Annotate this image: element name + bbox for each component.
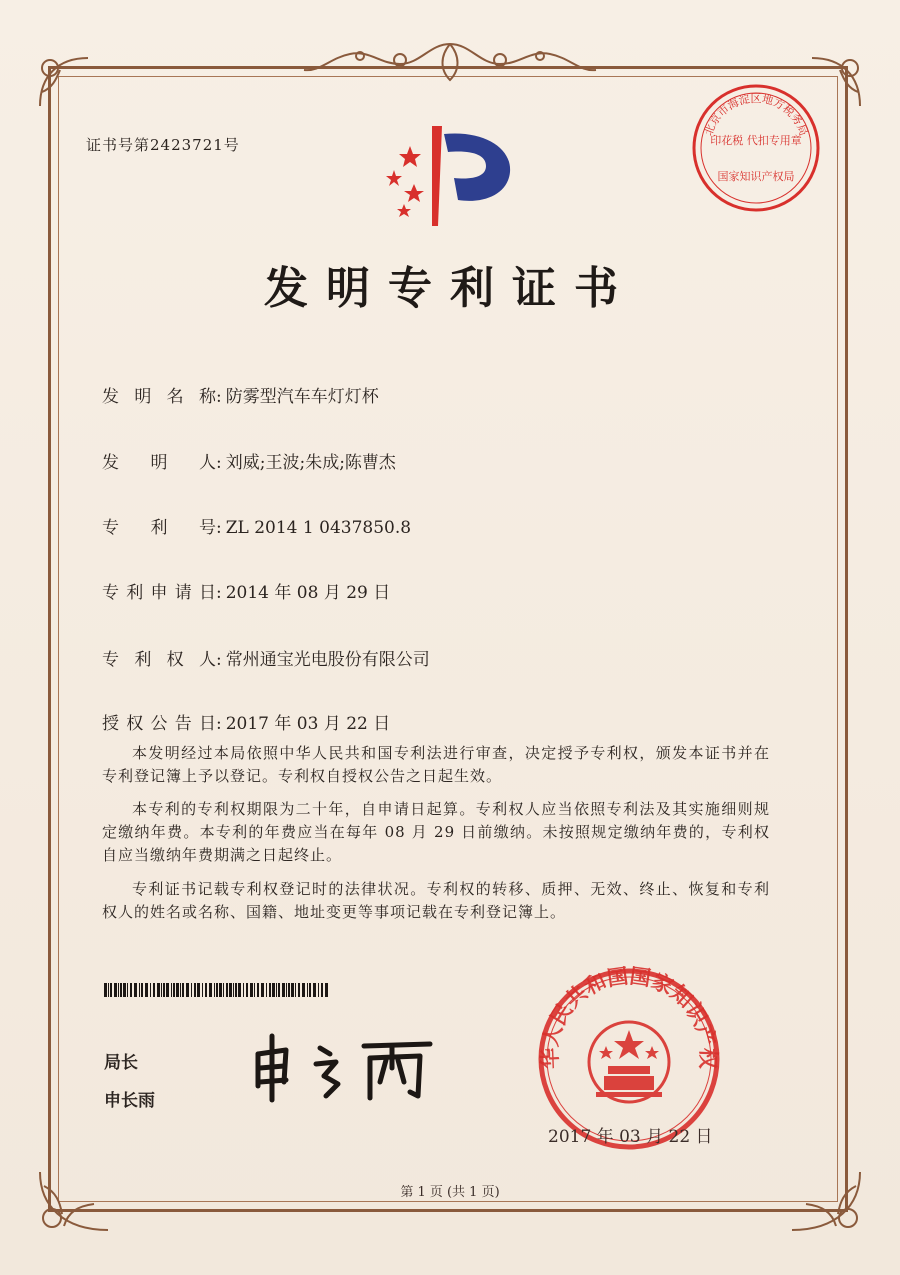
tax-stamp	[690, 82, 822, 214]
director-signature	[240, 1024, 450, 1104]
field-value: 2014 年 08 月 29 日	[225, 583, 391, 603]
field-label: 专 利 权 人	[102, 650, 216, 670]
certificate-title: 发明专利证书	[264, 263, 636, 314]
field-inventors: 发 明 人: 刘威;王波;朱成;陈曹杰	[102, 448, 396, 473]
field-application-date: 专利申请日: 2014 年 08 月 29 日	[102, 578, 390, 603]
field-value: 常州通宝光电股份有限公司	[225, 650, 430, 670]
barcode	[104, 982, 330, 996]
field-patent-number: 专 利 号: ZL 2014 1 0437850.8	[102, 513, 411, 538]
corner-ornament-bottom-right	[786, 1166, 866, 1236]
certificate-number: 证书号第2423721号	[86, 136, 240, 154]
paragraph-grant: 本发明经过本局依照中华人民共和国专利法进行审查，决定授予专利权，颁发本证书并在专利登记簿上予以登记。专利权自授权公告之日起生效。	[102, 744, 770, 785]
seal-date: 2017 年 03 月 22 日	[548, 1127, 713, 1147]
svg-text:中华人民共和国国家知识产权局	[536, 966, 720, 1070]
corner-ornament-top-left	[34, 52, 94, 112]
director-name: 申长雨	[104, 1091, 155, 1111]
patent-office-logo	[374, 118, 524, 230]
tax-stamp-bottom: 国家知识产权局	[717, 170, 795, 183]
field-value: 2017 年 03 月 22 日	[225, 714, 391, 734]
field-label: 专 利 号	[102, 518, 216, 538]
field-grant-date: 授权公告日: 2017 年 03 月 22 日	[102, 709, 390, 734]
field-value: 刘威;王波;朱成;陈曹杰	[225, 453, 396, 473]
tax-stamp-text: 北京市海淀区地方税务局	[701, 92, 811, 138]
field-label: 发 明 人	[102, 453, 216, 473]
field-label: 专利申请日	[102, 583, 216, 603]
field-label: 授权公告日	[102, 714, 216, 734]
top-ornament	[300, 36, 600, 86]
director-title: 局长	[104, 1053, 138, 1073]
field-label: 发 明 名 称	[102, 387, 216, 407]
field-value: ZL 2014 1 0437850.8	[225, 518, 412, 538]
corner-ornament-bottom-left	[34, 1166, 114, 1236]
seal-text: 华人民共和国国家知识产权	[537, 966, 721, 1070]
page-number: 第 1 页 (共 1 页)	[400, 1185, 500, 1200]
paragraph-legal-status: 专利证书记载专利权登记时的法律状况。专利权的转移、质押、无效、终止、恢复和专利权人的姓名或名称、国籍、地址变更等事项记载在专利登记簿上。	[102, 880, 770, 921]
paragraph-term: 本专利的专利权期限为二十年，自申请日起算。专利权人应当依照专利法及其实施细则规定缴纳年费。本专利的年费应当在每年 08 月 29 日前缴纳。未按照规定缴纳年费的，专利权自应当缴纳年费期满之日起终止。	[102, 800, 770, 864]
tax-stamp-inner: 印花税 代扣专用章	[710, 134, 802, 147]
field-value: 防雾型汽车车灯灯杯	[225, 387, 379, 407]
field-patentee: 专 利 权 人: 常州通宝光电股份有限公司	[102, 645, 430, 670]
field-invention-name: 发 明 名 称: 防雾型汽车车灯灯杯	[102, 382, 379, 407]
